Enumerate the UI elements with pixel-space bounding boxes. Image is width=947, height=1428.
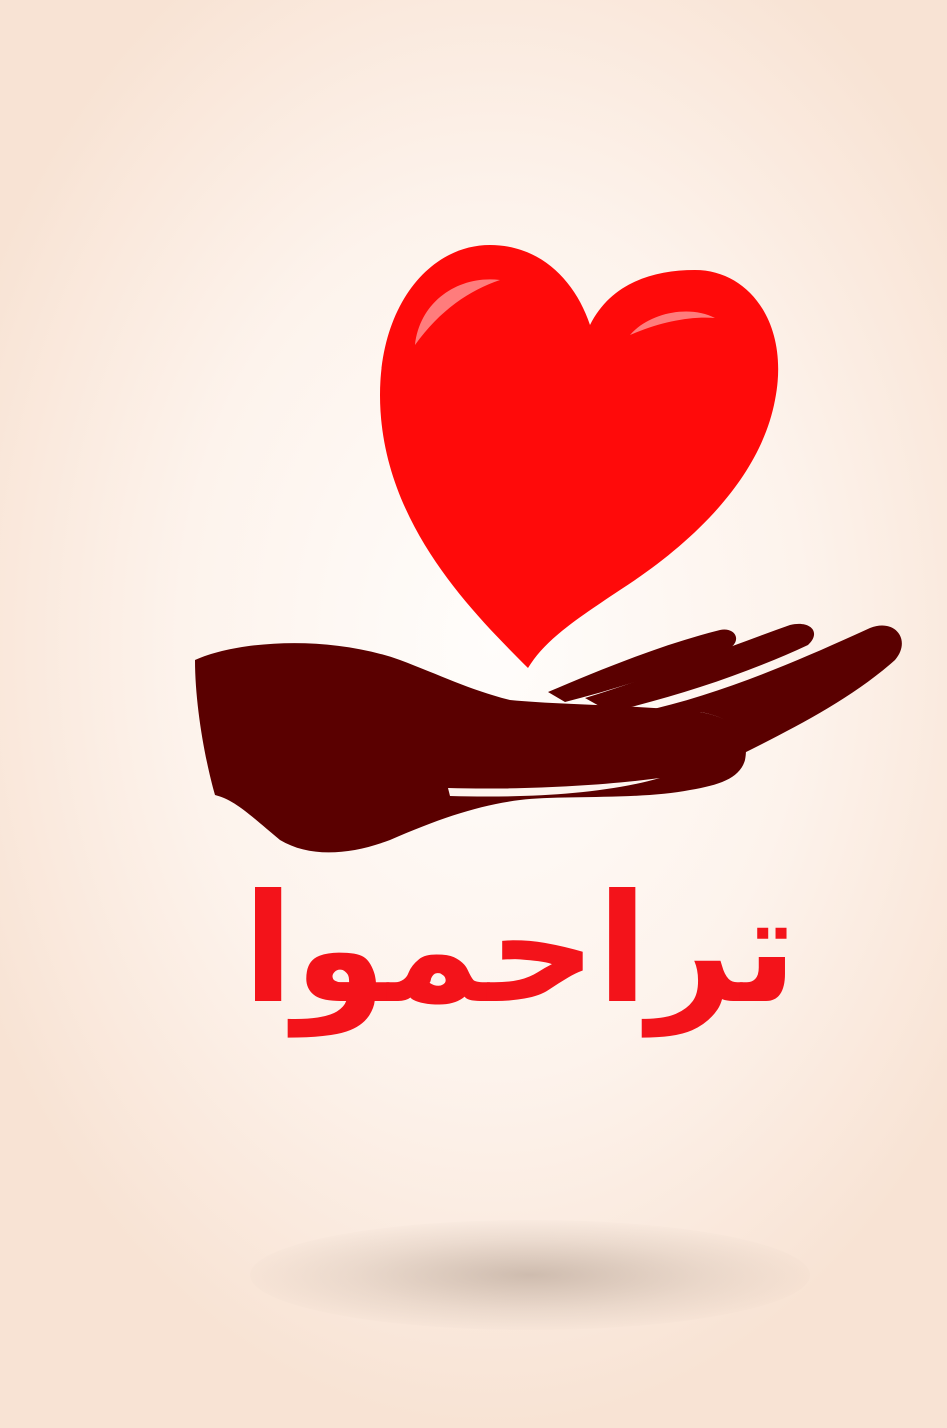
open-hand-icon [195,624,902,853]
logo-title: تراحموا [242,863,798,1037]
heart-icon [380,245,778,668]
